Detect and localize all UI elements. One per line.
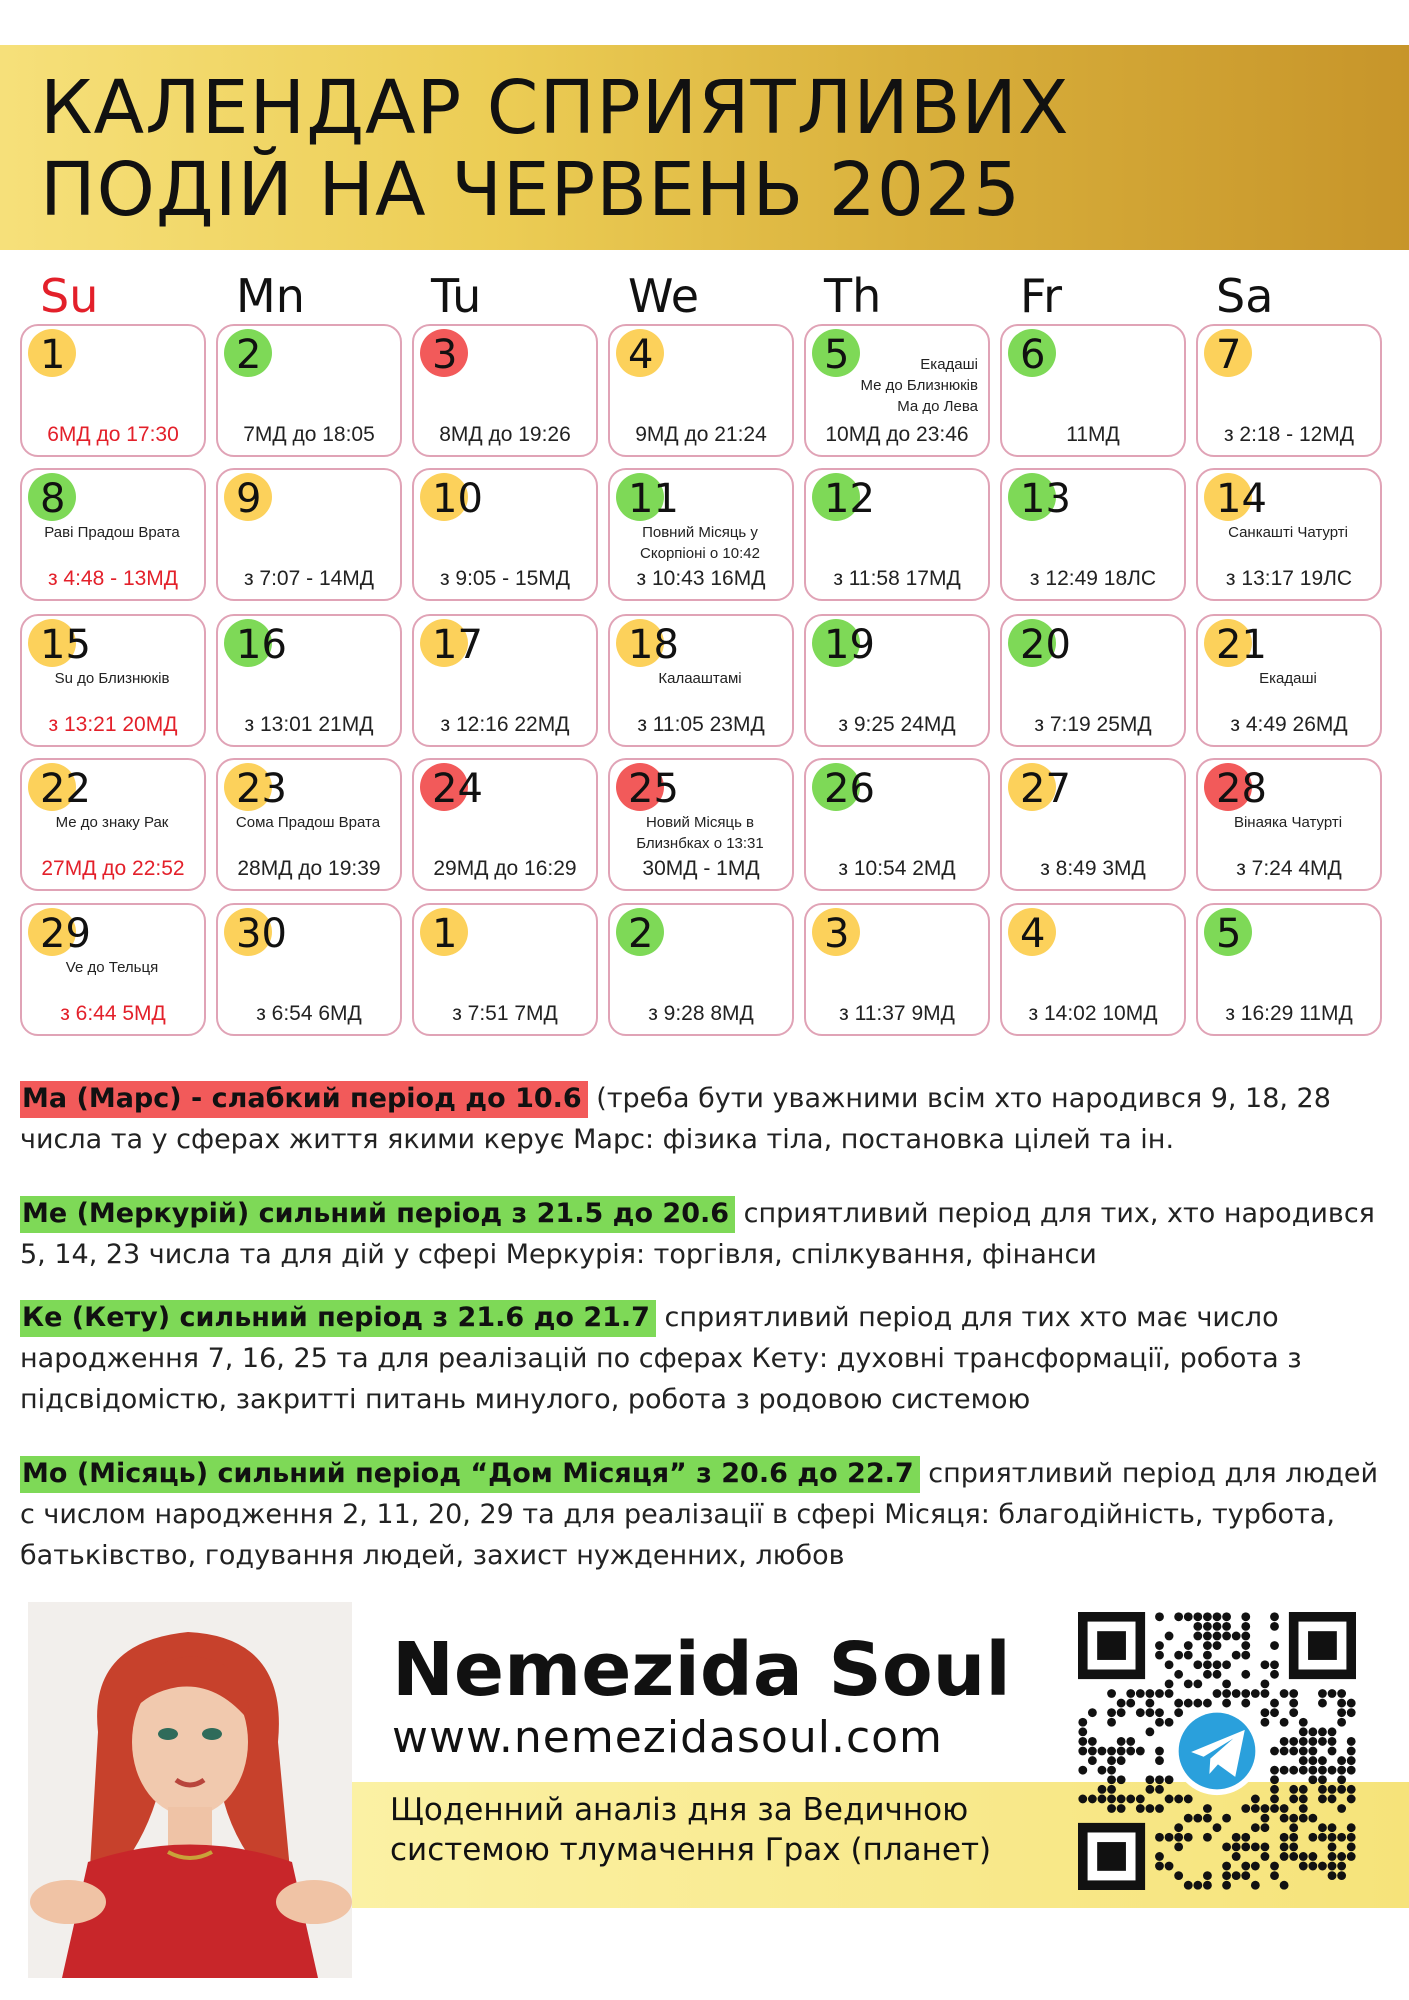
- page-title-line2: ПОДІЙ НА ЧЕРВЕНЬ 2025: [40, 147, 1022, 233]
- day-number: 30: [236, 911, 287, 957]
- day-lunar-note: з 11:37 9МД: [839, 1002, 955, 1025]
- telegram-icon: [1173, 1707, 1261, 1795]
- day-lunar-note: з 13:21 20МД: [48, 713, 178, 736]
- page-title-line1: КАЛЕНДАР СПРИЯТЛИВИХ: [40, 65, 1070, 151]
- calendar-day-cell: [20, 614, 206, 747]
- day-event: Ve до Тельця: [65, 959, 159, 976]
- day-event: Екадаші Ме до Близнюків Ма до Лева: [860, 356, 978, 415]
- brand-name: Nemezida Soul: [392, 1627, 1011, 1713]
- period-ketu-text: сприятливий період для тих хто має число народження 7, 16, 25 та для реалізацій по сферах Кету: духовні трансформації, робота з підсвідомістю, закритті питань минулого, робота з родовою системою: [20, 1302, 1302, 1415]
- day-number: 17: [432, 622, 483, 668]
- day-event: Калааштамі: [658, 670, 742, 687]
- day-lunar-note: з 14:02 10МД: [1028, 1002, 1158, 1025]
- calendar-day-cell: [412, 758, 598, 891]
- calendar-day-cell: [1000, 903, 1186, 1036]
- calendar-day-cell: [216, 758, 402, 891]
- calendar-day-cell: [216, 468, 402, 601]
- day-number: 23: [236, 766, 287, 812]
- day-lunar-note: 27МД до 22:52: [41, 857, 185, 880]
- day-number: 9: [236, 476, 262, 522]
- day-lunar-note: з 7:51 7МД: [452, 1002, 558, 1025]
- period-ketu-highlight: Ке (Кету) сильний період з 21.6 до 21.7: [20, 1300, 656, 1337]
- calendar-day-cell: [608, 903, 794, 1036]
- day-lunar-note: 29МД до 16:29: [433, 857, 577, 880]
- calendar-day-cell: [804, 903, 990, 1036]
- calendar-day-cell: [1196, 903, 1382, 1036]
- period-ketu: [20, 1297, 1390, 1420]
- calendar-day-cell: [1196, 468, 1382, 601]
- day-number: 25: [628, 766, 679, 812]
- calendar-day-cell: [412, 468, 598, 601]
- day-lunar-note: з 9:05 - 15МД: [439, 567, 571, 590]
- calendar-day-cell: [1000, 468, 1186, 601]
- calendar-day-cell: [216, 324, 402, 457]
- calendar-day-cell: [608, 758, 794, 891]
- period-moon: [20, 1453, 1390, 1576]
- page-title: [40, 67, 1340, 231]
- calendar-day-cell: [412, 903, 598, 1036]
- day-number: 21: [1216, 622, 1267, 668]
- calendar-day-cell: [804, 758, 990, 891]
- day-lunar-note: з 13:01 21МД: [244, 713, 374, 736]
- calendar-day-cell: [608, 614, 794, 747]
- day-lunar-note: з 11:58 17МД: [833, 567, 961, 590]
- calendar-day-cell: [1000, 324, 1186, 457]
- period-moon-highlight: Мо (Місяць) сильний період “Дом Місяця” з 20.6 до 22.7: [20, 1456, 920, 1493]
- day-number: 22: [40, 766, 91, 812]
- brand-tagline: [390, 1790, 1030, 1870]
- calendar-day-cell: [1196, 324, 1382, 457]
- day-number: 6: [1020, 332, 1046, 378]
- day-lunar-note: з 10:43 16МД: [636, 567, 766, 590]
- day-lunar-note: з 11:05 23МД: [637, 713, 765, 736]
- day-lunar-note: з 7:07 - 14МД: [243, 567, 375, 590]
- day-number: 1: [432, 911, 458, 957]
- day-lunar-note: з 12:49 18ЛС: [1029, 567, 1157, 590]
- day-number: 15: [40, 622, 91, 668]
- period-mercury-highlight: Ме (Меркурій) сильний період з 21.5 до 20.6: [20, 1196, 735, 1233]
- day-event: Su до Близнюків: [54, 670, 170, 687]
- day-lunar-note: з 4:49 26МД: [1230, 713, 1348, 736]
- calendar-day-cell: [20, 324, 206, 457]
- day-number: 11: [628, 476, 679, 522]
- day-lunar-note: 8МД до 19:26: [439, 423, 571, 446]
- day-lunar-note: з 10:54 2МД: [838, 857, 956, 880]
- day-number: 3: [432, 332, 458, 378]
- day-lunar-note: з 7:19 25МД: [1034, 713, 1152, 736]
- day-lunar-note: 30МД - 1МД: [642, 857, 760, 880]
- day-lunar-note: з 13:17 19ЛС: [1225, 567, 1353, 590]
- calendar-day-cell: [804, 324, 990, 457]
- day-number: 1: [40, 332, 66, 378]
- day-number: 8: [40, 476, 66, 522]
- day-event: Новий Місяць в Близнбках о 13:31: [636, 814, 764, 852]
- calendar-day-cell: [1000, 614, 1186, 747]
- day-number: 4: [628, 332, 654, 378]
- day-number: 2: [628, 911, 654, 957]
- day-number: 27: [1020, 766, 1071, 812]
- day-number: 5: [1216, 911, 1242, 957]
- period-moon-text: сприятливий період для людей с числом народження 2, 11, 20, 29 та для реалізації в сфері Місяця: благодійність, турбота, батьківство, годування людей, захист нужденних, любов: [20, 1458, 1379, 1571]
- period-mercury: [20, 1193, 1390, 1275]
- day-event: Санкашті Чатурті: [1228, 524, 1348, 541]
- day-lunar-note: 10МД до 23:46: [825, 423, 969, 446]
- calendar-day-cell: [608, 468, 794, 601]
- day-lunar-note: 7МД до 18:05: [243, 423, 375, 446]
- calendar-day-cell: [20, 468, 206, 601]
- day-lunar-note: з 6:44 5МД: [60, 1002, 166, 1025]
- day-event: Сома Прадош Врата: [235, 814, 381, 831]
- period-mars-text: (треба бути уважними всім хто народився 9, 18, 28 числа та у сферах життя якими керує Марс: фізика тіла, постановка цілей та ін.: [20, 1083, 1331, 1155]
- day-number: 19: [824, 622, 875, 668]
- day-event: Повний Місяць у Скорпіоні о 10:42: [640, 524, 760, 562]
- day-number: 7: [1216, 332, 1242, 378]
- day-number: 10: [432, 476, 483, 522]
- day-lunar-note: 6МД до 17:30: [47, 423, 179, 446]
- day-lunar-note: 11МД: [1066, 423, 1120, 446]
- day-number: 3: [824, 911, 850, 957]
- weekday-tu: Tu: [431, 269, 482, 323]
- calendar-day-cell: [216, 614, 402, 747]
- calendar-day-cell: [412, 324, 598, 457]
- day-lunar-note: з 4:48 - 13МД: [47, 567, 179, 590]
- day-event: Екадаші: [1259, 670, 1317, 687]
- period-mars: [20, 1078, 1390, 1160]
- calendar-day-cell: [804, 468, 990, 601]
- brand-tagline-line1: Щоденний аналіз дня за Ведичною: [390, 1792, 969, 1828]
- calendar-day-cell: [608, 324, 794, 457]
- day-number: 5: [824, 332, 850, 378]
- calendar-day-cell: [1196, 614, 1382, 747]
- calendar-day-cell: [804, 614, 990, 747]
- day-event: Раві Прадош Врата: [44, 524, 180, 541]
- day-number: 28: [1216, 766, 1267, 812]
- day-number: 24: [432, 766, 483, 812]
- brand-url[interactable]: www.nemezidasoul.com: [392, 1712, 943, 1763]
- day-lunar-note: з 16:29 11МД: [1225, 1002, 1353, 1025]
- day-number: 12: [824, 476, 875, 522]
- weekday-mn: Mn: [236, 269, 305, 323]
- day-lunar-note: з 8:49 3МД: [1040, 857, 1146, 880]
- day-number: 20: [1020, 622, 1071, 668]
- day-number: 18: [628, 622, 679, 668]
- day-number: 2: [236, 332, 262, 378]
- weekday-su: Su: [40, 269, 99, 323]
- day-number: 26: [824, 766, 875, 812]
- day-lunar-note: з 9:28 8МД: [648, 1002, 754, 1025]
- calendar-day-cell: [1000, 758, 1186, 891]
- day-lunar-note: 28МД до 19:39: [237, 857, 381, 880]
- calendar-day-cell: [1196, 758, 1382, 891]
- title-banner: [0, 45, 1409, 250]
- day-lunar-note: з 12:16 22МД: [440, 713, 570, 736]
- weekday-sa: Sa: [1216, 269, 1274, 323]
- weekday-th: Th: [824, 269, 882, 323]
- qr-code-icon[interactable]: [1078, 1612, 1356, 1890]
- author-photo: [28, 1602, 352, 1978]
- day-lunar-note: 9МД до 21:24: [635, 423, 767, 446]
- weekday-fr: Fr: [1020, 269, 1063, 323]
- period-mars-highlight: Ма (Марс) - слабкий період до 10.6: [20, 1081, 588, 1118]
- day-number: 14: [1216, 476, 1267, 522]
- day-number: 13: [1020, 476, 1071, 522]
- day-number: 29: [40, 911, 91, 957]
- day-lunar-note: з 2:18 - 12МД: [1223, 423, 1355, 446]
- period-mercury-text: сприятливий період для тих, хто народився 5, 14, 23 числа та для дій у сфері Меркурія: торгівля, спілкування, фінанси: [20, 1198, 1375, 1270]
- day-number: 16: [236, 622, 287, 668]
- author-photo-illustration: [28, 1602, 352, 1978]
- calendar-day-cell: [20, 758, 206, 891]
- calendar-day-cell: [412, 614, 598, 747]
- day-lunar-note: з 7:24 4МД: [1236, 857, 1342, 880]
- day-lunar-note: з 9:25 24МД: [838, 713, 956, 736]
- brand-tagline-line2: системою тлумачення Грах (планет): [390, 1832, 992, 1868]
- calendar-day-cell: [216, 903, 402, 1036]
- day-event: Ме до знаку Рак: [55, 814, 169, 831]
- day-lunar-note: з 6:54 6МД: [256, 1002, 362, 1025]
- calendar-day-cell: [20, 903, 206, 1036]
- day-number: 4: [1020, 911, 1046, 957]
- weekday-we: We: [628, 269, 700, 323]
- day-event: Вінаяка Чатурті: [1233, 814, 1343, 831]
